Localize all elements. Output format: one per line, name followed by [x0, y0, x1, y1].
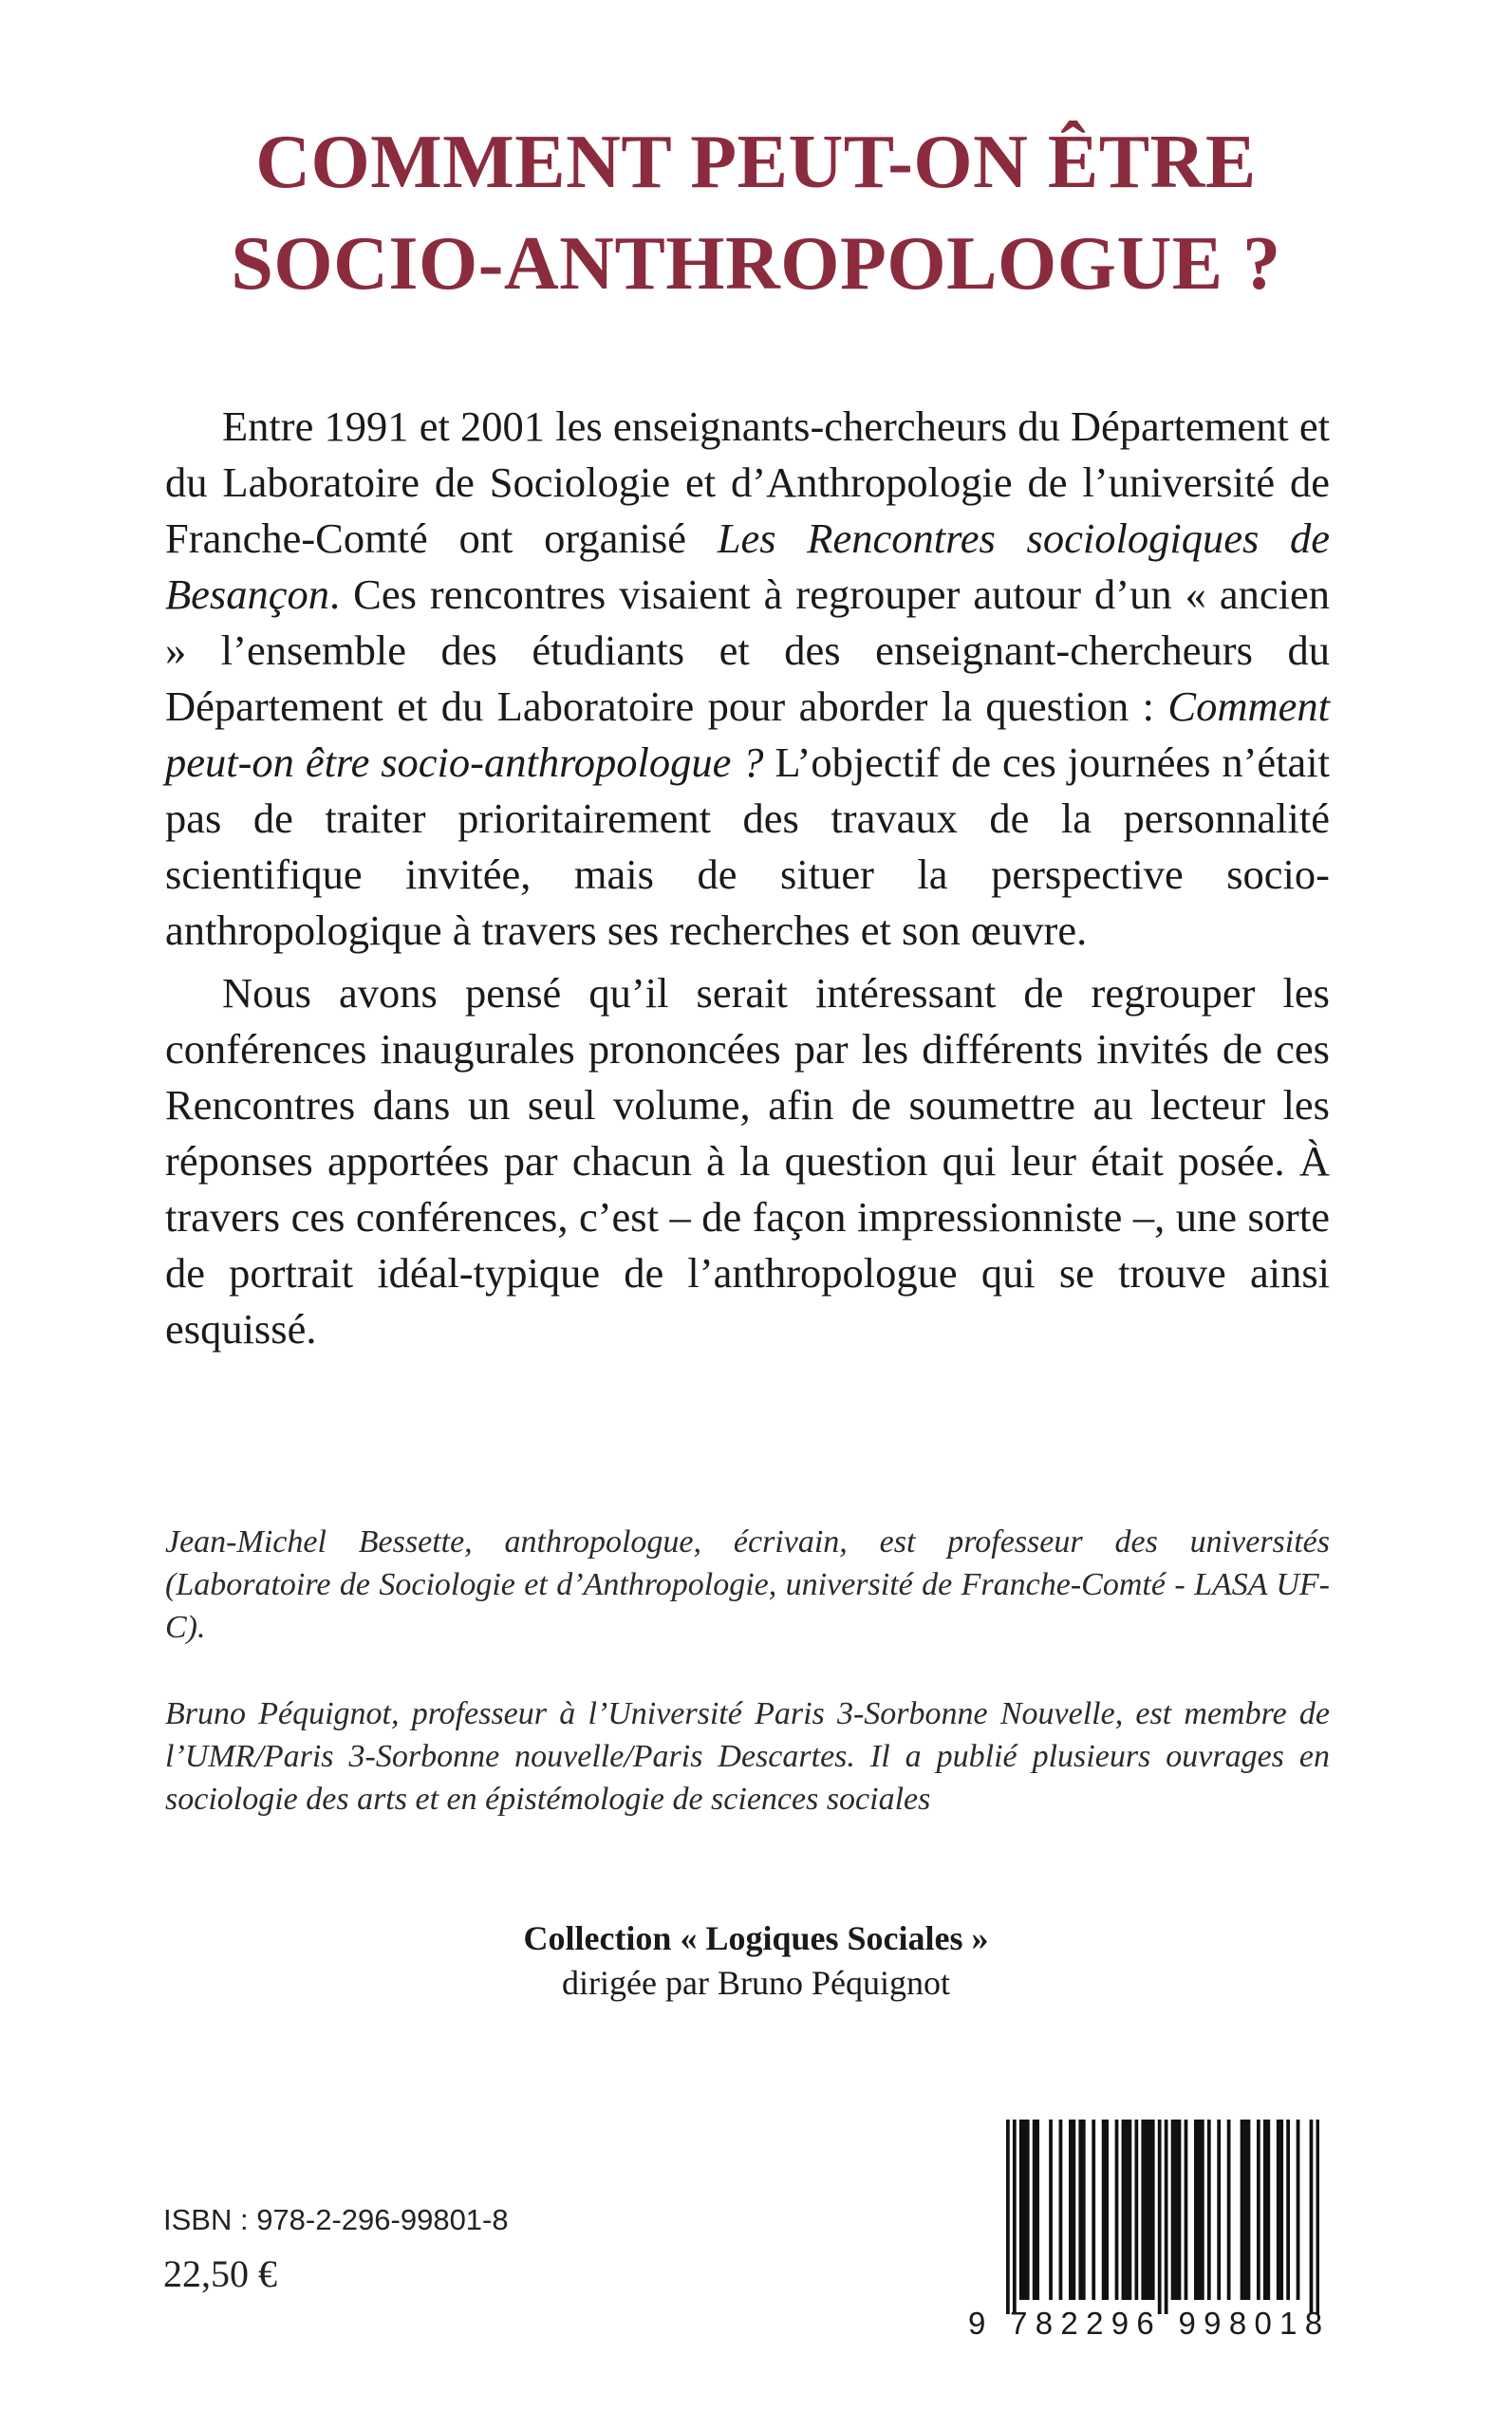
blurb-p1-text-c: . Ces rencontres visaient à regrouper autour d’un « ancien » l’ensemble des étudiants et des enseignant-chercheurs du Département et du Laboratoire pour aborder la question :	[165, 570, 1330, 730]
barcode-bar	[1059, 2120, 1063, 2300]
barcode-bar	[1241, 2120, 1244, 2300]
barcode-bar	[1148, 2120, 1151, 2300]
barcode-bar	[1013, 2120, 1017, 2314]
barcode-bar	[1277, 2120, 1280, 2300]
barcode-bar	[1122, 2120, 1126, 2300]
barcode-bar	[1297, 2120, 1300, 2300]
book-title	[0, 112, 1512, 315]
collection-name: Collection « Logiques Sociales »	[523, 1919, 989, 1957]
barcode-bar	[1207, 2120, 1211, 2300]
barcode-bar	[1194, 2120, 1198, 2300]
price-label: 22,50 €	[163, 2252, 277, 2295]
barcode-bar	[1033, 2120, 1036, 2300]
title-line-1: COMMENT PEUT-ON ÊTRE	[255, 121, 1257, 204]
barcode-bar	[1115, 2120, 1119, 2300]
barcode-bar	[1092, 2120, 1095, 2300]
blurb-p1-text-a: Entre 1991 et 2001 les enseignants-chercheurs du Département et du Laboratoire de Sociologie et d’Anthropologie de l’université de Franche-Comté ont organisé	[165, 402, 1330, 562]
barcode-bar	[1266, 2120, 1270, 2300]
barcode-bar	[1185, 2120, 1188, 2300]
blurb-paragraph-2: Nous avons pensé qu’il serait intéressant de regrouper les conférences inaugurales prononcées par les différents invités de ces Rencontres dans un seul volume, afin de soumettre au lecteur les réponses apportées par chacun à la question qui leur était posée. À travers ces conférences, c’est – de façon impressionniste –, une sorte de portrait idéal-typique de l’anthropologue qui se trouve ainsi esquissé.	[165, 969, 1330, 1353]
barcode-bar	[1257, 2120, 1260, 2300]
barcode-bar	[1006, 2120, 1010, 2314]
barcode-bar	[1141, 2120, 1145, 2300]
isbn-label: ISBN : 978-2-296-99801-8	[163, 2203, 509, 2236]
barcode-bar	[1243, 2120, 1247, 2300]
author-bio-bessette: Jean-Michel Bessette, anthropologue, écrivain, est professeur des universités (Laboratoire de Sociologie et d’Anthropologie, université de Franche-Comté - LASA UF-C).	[165, 1524, 1330, 1645]
barcode-bar	[1263, 2120, 1267, 2300]
barcode-bar	[1145, 2120, 1148, 2300]
back-cover-blurb	[165, 399, 1330, 1364]
barcode-bar	[1069, 2120, 1073, 2300]
barcode-bar	[1286, 2120, 1290, 2300]
barcode-bar	[1247, 2120, 1251, 2300]
collection-info	[0, 1916, 1512, 2006]
barcode-bar	[1158, 2120, 1162, 2314]
barcode-bar	[1165, 2120, 1168, 2314]
blurb-paragraph-1	[165, 399, 1330, 959]
barcode-bar	[1151, 2120, 1155, 2300]
author-bio-pequignot: Bruno Péquignot, professeur à l’Université Paris 3-Sorbonne Nouvelle, est membre de l’UMR/Paris 3-Sorbonne nouvelle/Paris Descartes. Il a publié plusieurs ouvrages en sociologie des arts et en épistémologie de sciences sociales	[165, 1696, 1330, 1817]
barcode-bar	[1072, 2120, 1075, 2300]
barcode-bar	[1227, 2120, 1231, 2300]
barcode-digits: 9 782296 998018	[968, 2306, 1331, 2341]
barcode-bar	[1134, 2120, 1138, 2300]
barcode-bar	[1129, 2120, 1132, 2300]
barcode-bar	[1310, 2120, 1314, 2314]
barcode-bar	[1082, 2120, 1086, 2300]
barcode-bar	[1171, 2120, 1175, 2300]
barcode-bar	[1279, 2120, 1283, 2300]
barcode-bar	[1316, 2120, 1319, 2314]
barcode-bar	[1174, 2120, 1178, 2300]
barcode-bar	[1049, 2120, 1053, 2300]
blurb-p1-italic-title: Les Rencontres sociologiques de Besançon	[165, 514, 1330, 618]
collection-director: dirigée par Bruno Péquignot	[562, 1964, 950, 2002]
barcode-bar	[1105, 2120, 1109, 2300]
barcode	[968, 2120, 1338, 2357]
barcode-bar	[1197, 2120, 1201, 2300]
barcode-bar	[1078, 2120, 1082, 2300]
barcode-bar	[1102, 2120, 1106, 2300]
blurb-p1-text-e: L’objectif de ces journées n’était pas de traiter prioritairement des travaux de la personnalité scientifique invitée, mais de situer la perspective socio-anthropologique à travers ses recherches et son œuvre.	[165, 738, 1330, 954]
blurb-p1-italic-question: Comment peut-on être socio-anthropologue ?	[165, 682, 1330, 786]
barcode-bar	[1026, 2120, 1030, 2300]
barcode-bar	[1201, 2120, 1204, 2300]
title-line-2: SOCIO-ANTHROPOLOGUE ?	[231, 222, 1281, 306]
barcode-bar	[1178, 2120, 1182, 2300]
barcode-bar	[1019, 2120, 1023, 2300]
barcode-bar	[1217, 2120, 1221, 2300]
barcode-bar	[1022, 2120, 1026, 2300]
barcode-bar	[1036, 2120, 1039, 2300]
barcode-bar	[1125, 2120, 1129, 2300]
